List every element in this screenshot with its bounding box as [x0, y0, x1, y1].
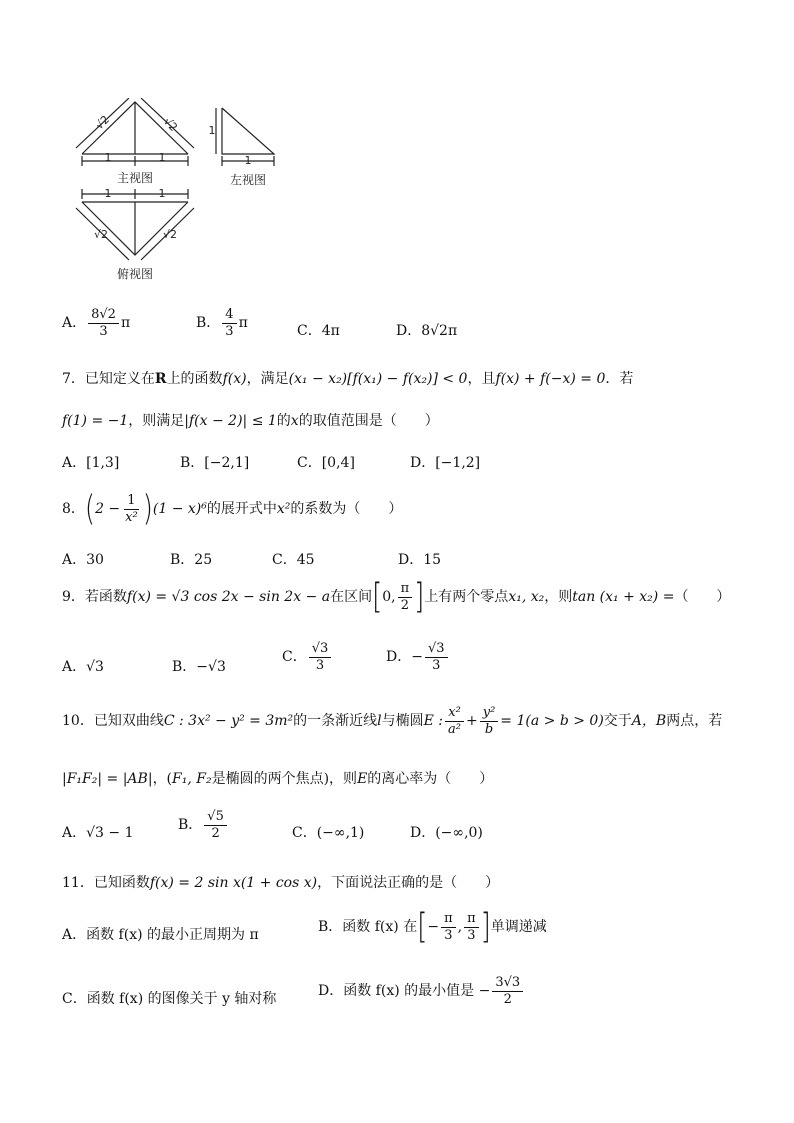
- q11-option-a[interactable]: A．函数 f(x) 的最小正周期为 π: [62, 927, 259, 943]
- front-view-label: 主视图: [116, 171, 154, 185]
- q9-option-a[interactable]: A．√3: [62, 659, 104, 675]
- dim-1-d: 1: [208, 124, 216, 137]
- three-view-figure: [70, 98, 290, 286]
- q7-option-d[interactable]: D．[−1,2]: [410, 455, 481, 471]
- q11-option-d[interactable]: D．函数 f(x) 的最小值是 − $\frac{3√3}{2}$: [318, 976, 525, 1006]
- q8-option-a[interactable]: A．30: [62, 552, 104, 568]
- q8-option-d[interactable]: D．15: [398, 552, 442, 568]
- q6-option-a[interactable]: A． $\frac{8√2}{3}$ π: [62, 307, 131, 339]
- q6-option-c[interactable]: C．4π: [297, 323, 340, 339]
- q9-stem: 9．若函数f(x) = √3 cos 2x − sin 2x − a在区间[0, $\frac{\pi}{2}$ ]上有两个零点x₁, x₂，则tan (x₁ + x₂) =（ ）: [62, 576, 731, 618]
- side-view-label: 左视图: [229, 173, 267, 187]
- q7-stem-line2: f(1) = −1，则满足|f(x − 2)| ≤ 1的x的取值范围是（ ）: [62, 413, 439, 429]
- q6-option-d[interactable]: D．8√2π: [396, 323, 458, 339]
- q10-option-d[interactable]: D．(−∞,0): [410, 825, 483, 841]
- q6-b-fraction: $\frac{4}{3}$: [222, 308, 236, 338]
- dim-sqrt2-d: √2: [163, 228, 178, 241]
- q9-option-d[interactable]: D．− $\frac{√3}{3}$: [386, 642, 450, 672]
- q11-option-c[interactable]: C．函数 f(x) 的图像关于 y 轴对称: [62, 991, 277, 1007]
- q8-stem: 8．(2 − $\frac{1}{\text{x²}}$ )(1 − x)⁶的展开式中x²的系数为（ ）: [62, 488, 403, 530]
- dim-sqrt2-c: √2: [94, 228, 109, 241]
- dim-1-f: 1: [158, 187, 166, 200]
- q9-option-c[interactable]: C． $\frac{√3}{3}$: [282, 642, 333, 672]
- q10-option-a[interactable]: A．√3 − 1: [62, 825, 134, 841]
- q10-stem-line2: |F₁F₂| = |AB|，(F₁, F₂是椭圆的两个焦点)，则E的离心率为（ ）: [62, 771, 494, 787]
- top-view-label: 俯视图: [116, 267, 154, 281]
- q6-a-fraction: $\frac{8√2}{3}$: [88, 308, 119, 338]
- q7-option-a[interactable]: A．[1,3]: [62, 455, 120, 471]
- q11-stem: 11．已知函数f(x) = 2 sin x(1 + cos x)，下面说法正确的是（ ）: [62, 875, 500, 891]
- q8-option-c[interactable]: C．45: [272, 552, 315, 568]
- q7-stem-line1: 7．已知定义在R上的函数f(x)，满足(x₁ − x₂)[f(x₁) − f(x₂)] < 0，且f(x) + f(−x) = 0．若: [62, 371, 634, 387]
- dim-1-e: 1: [104, 187, 112, 200]
- dim-sqrt2-a: √2: [92, 113, 113, 133]
- dim-1-b: 1: [158, 151, 166, 164]
- q9-option-b[interactable]: B．−√3: [172, 659, 226, 675]
- side-view-triangle: [222, 108, 274, 154]
- q10-stem-line1: 10．已知双曲线C : 3x² − y² = 3m²的一条渐近线l与椭圆E : $\frac{\text{x²}}{\text{a²}}$ + $\frac{\text{y²}}{b}$ = 1(a > b > 0)交于A，B两点，若: [62, 705, 723, 737]
- q11-option-b[interactable]: B．函数 f(x) 在[− $\frac{\pi}{3}$ , $\frac{\pi}{3}$ ]单调递减: [318, 906, 547, 948]
- q6-option-b[interactable]: B． $\frac{4}{3}$ π: [196, 307, 248, 339]
- q8-option-b[interactable]: B．25: [170, 552, 213, 568]
- dim-sqrt2-b: √2: [160, 114, 180, 135]
- q10-option-c[interactable]: C．(−∞,1): [292, 825, 365, 841]
- q6-a-label: A．: [62, 315, 87, 332]
- dim-1-c: 1: [244, 154, 252, 167]
- dim-1-a: 1: [104, 151, 112, 164]
- q7-option-c[interactable]: C．[0,4]: [297, 455, 355, 471]
- q10-option-b[interactable]: B． $\frac{√5}{2}$: [178, 810, 229, 840]
- q7-option-b[interactable]: B．[−2,1]: [180, 455, 250, 471]
